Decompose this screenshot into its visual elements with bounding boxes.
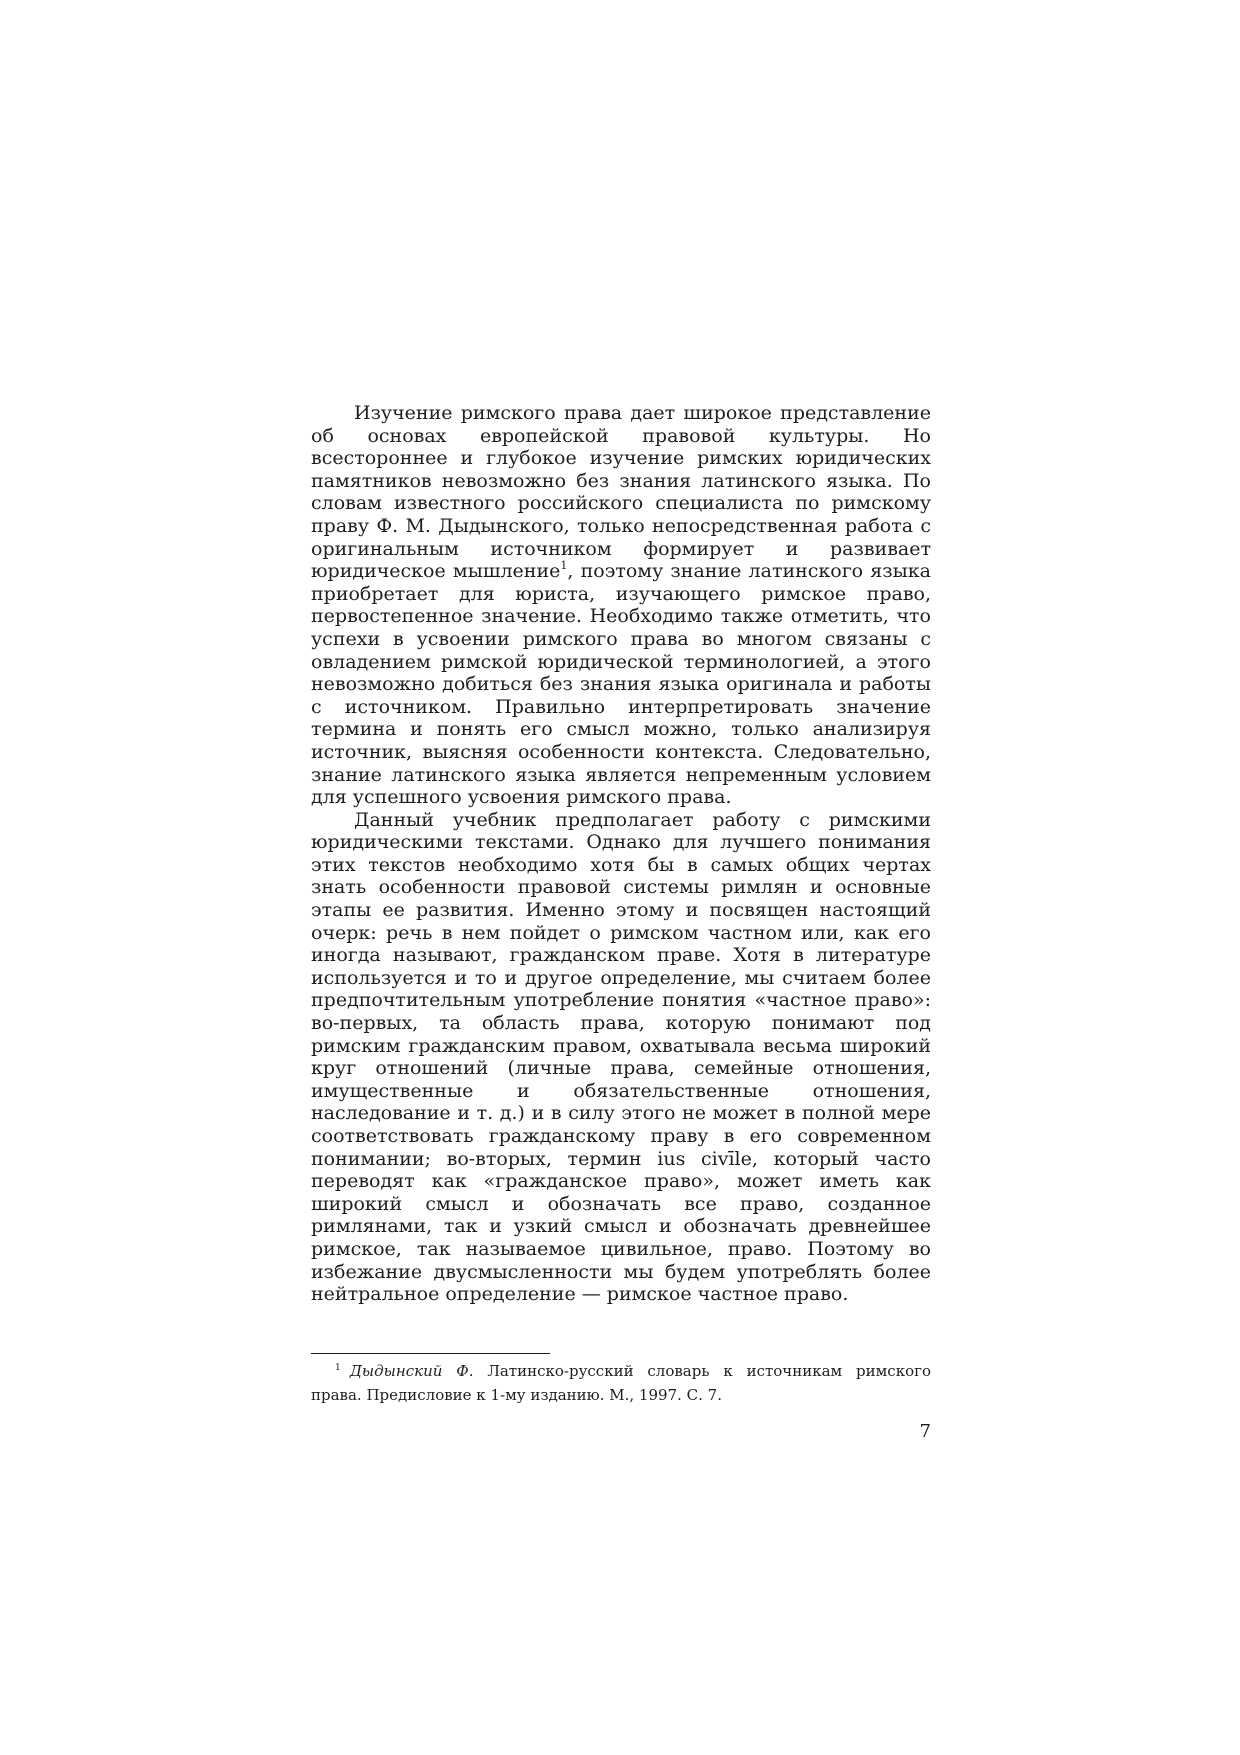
paragraph-2: Данный учебник предполагает работу с римскими юридическими текстами. Однако для лучшего понимания этих текстов необходимо хотя бы в самых общих чертах знать особенности правовой системы римлян и основные этапы ее развития. Именно этому и посвящен настоящий очерк: речь в нем пойдет о римском частном или, как его иногда называют, гражданском праве. Хотя в литературе используется и то и другое определение, мы считаем более предпочтительным употребление понятия «частное право»: во-первых, та область права, которую понимают под римским гражданским правом, охватывала весьма широкий круг отношений (личные права, семейные отношения, имущественные и обязательственные отношения, наследование и т. д.) и в силу этого не может в полной мере соответствовать гражданскому праву в его современном понимании; во-вторых, термин ius civīle, который часто переводят как «гражданское право», может иметь как широкий смысл и обозначать все право, созданное римлянами, так и узкий смысл и обозначать древнейшее римское, так называемое цивильное, право. Поэтому во избежание двусмысленности мы будем употреблять более нейтральное определение — римское частное право. bbox=[311, 808, 931, 1306]
paragraph-1 bbox=[311, 402, 931, 809]
footnote-marker: 1 bbox=[335, 1363, 341, 1373]
page-number: 7 bbox=[919, 1421, 931, 1442]
main-text bbox=[311, 402, 931, 1306]
paragraph-1-text-end: , поэтому знание латинского языка приобретает для юриста, изучающего римское право, первостепенное значение. Необходимо также отметить, что успехи в усвоении римского права во многом связаны с овладением римской юридической терминологией, а этого невозможно добиться без знания языка оригинала и работы с источником. Правильно интерпретировать значение термина и понять его смысл можно, только анализируя источник, выясняя особенности контекста. Следовательно, знание латинского языка является непременным условием для успешного усвоения римского права. bbox=[311, 560, 931, 809]
footnote-author: Дыдынский Ф. bbox=[349, 1362, 474, 1380]
paragraph-1-text-start: Изучение римского права дает широкое представление об основах европейской правовой культуры. Но всестороннее и глубокое изучение римских юридических памятников невозможно без знания латинского языка. По словам известного российского специалиста по римскому праву Ф. М. Дыдынского, только непосредственная работа с оригинальным источником формирует и развивает юридическое мышление bbox=[311, 402, 931, 583]
footnote-text: Латинско-русский словарь к источникам римского права. Предисловие к 1-му изданию. М., 1997. С. 7. bbox=[311, 1362, 931, 1404]
footnote-divider bbox=[311, 1353, 550, 1354]
footnote-reference: 1 bbox=[560, 559, 568, 573]
footnote bbox=[311, 1359, 931, 1407]
